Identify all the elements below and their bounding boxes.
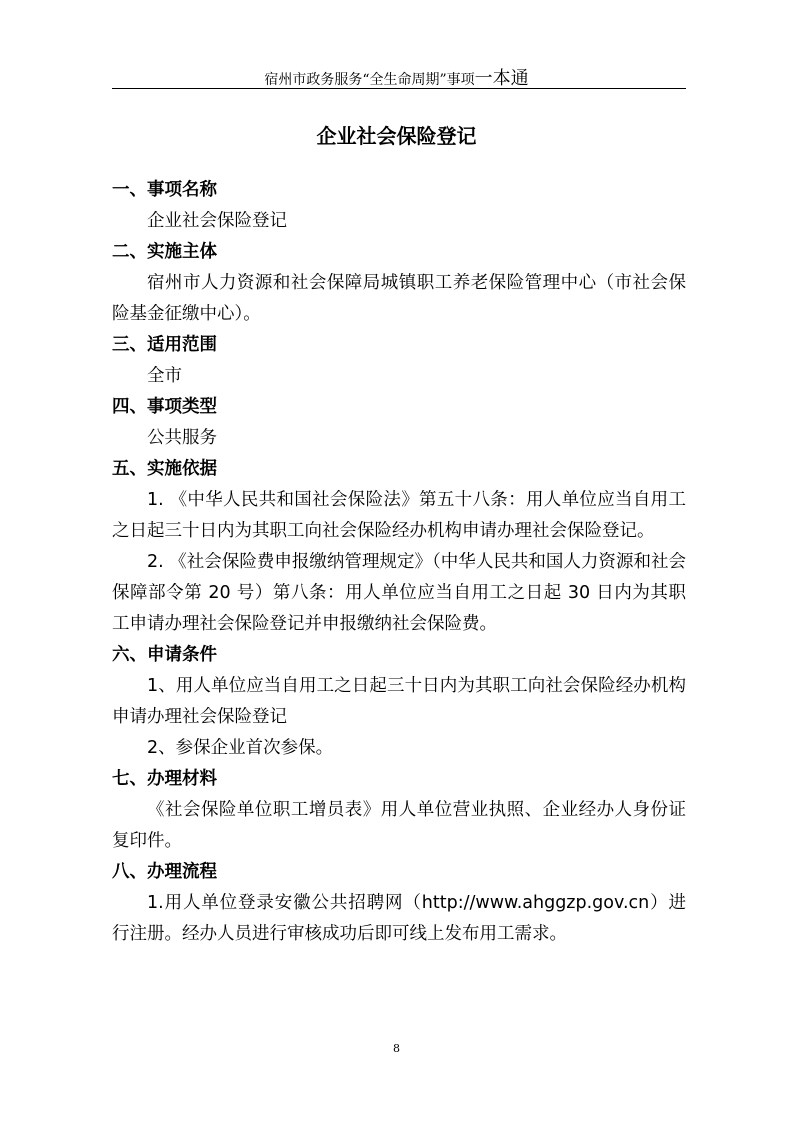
document-body	[112, 175, 686, 950]
section-materials	[112, 764, 686, 857]
section-heading: 二、实施主体	[112, 242, 217, 262]
running-header	[0, 64, 793, 90]
document-title: 企业社会保险登记	[316, 124, 477, 148]
header-series-title: 宿州市政务服务“全生命周期”事项	[264, 72, 475, 88]
section-paragraph: 全市	[147, 366, 182, 386]
section-scope	[112, 330, 686, 392]
section-heading: 五、实施依据	[112, 459, 217, 479]
section-paragraph: 企业社会保险登记	[147, 211, 287, 231]
section-application-conditions	[112, 640, 686, 764]
section-heading: 八、办理流程	[112, 862, 217, 882]
section-heading: 四、事项类型	[112, 397, 217, 417]
section-item-type	[112, 392, 686, 454]
section-paragraph: 《社会保险单位职工增员表》用人单位营业执照、企业经办人身份证复印件。	[112, 800, 686, 851]
section-paragraph: 2、参保企业首次参保。	[147, 738, 334, 758]
section-legal-basis	[112, 454, 686, 640]
section-heading: 一、事项名称	[112, 180, 217, 200]
section-paragraph: 2. 《社会保险费申报缴纳管理规定》（中华人民共和国人力资源和社会保障部令第 20 号）第八条：用人单位应当自用工之日起 30 日内为其职工申请办理社会保险登记并申报缴纳社会保险费。	[112, 552, 686, 634]
header-rule	[112, 88, 686, 89]
section-item-name	[112, 175, 686, 237]
section-heading: 七、办理材料	[112, 769, 217, 789]
section-paragraph: 宿州市人力资源和社会保障局城镇职工养老保险管理中心（市社会保险基金征缴中心）。	[112, 273, 686, 324]
section-paragraph: 1. 《中华人民共和国社会保险法》第五十八条：用人单位应当自用工之日起三十日内为其职工向社会保险经办机构申请办理社会保险登记。	[112, 490, 686, 541]
section-paragraph: 1.用人单位登录安徽公共招聘网（http://www.ahggzp.gov.cn）进行注册。经办人员进行审核成功后即可线上发布用工需求。	[112, 893, 686, 944]
section-heading: 六、申请条件	[112, 645, 217, 665]
page-number: 8	[393, 1042, 400, 1055]
header-series-title-end: 一本通	[474, 68, 529, 89]
section-process	[112, 857, 686, 950]
section-implementing-body	[112, 237, 686, 330]
section-paragraph: 1、用人单位应当自用工之日起三十日内为其职工向社会保险经办机构申请办理社会保险登记	[112, 676, 686, 727]
section-paragraph: 公共服务	[147, 428, 217, 448]
section-heading: 三、适用范围	[112, 335, 217, 355]
